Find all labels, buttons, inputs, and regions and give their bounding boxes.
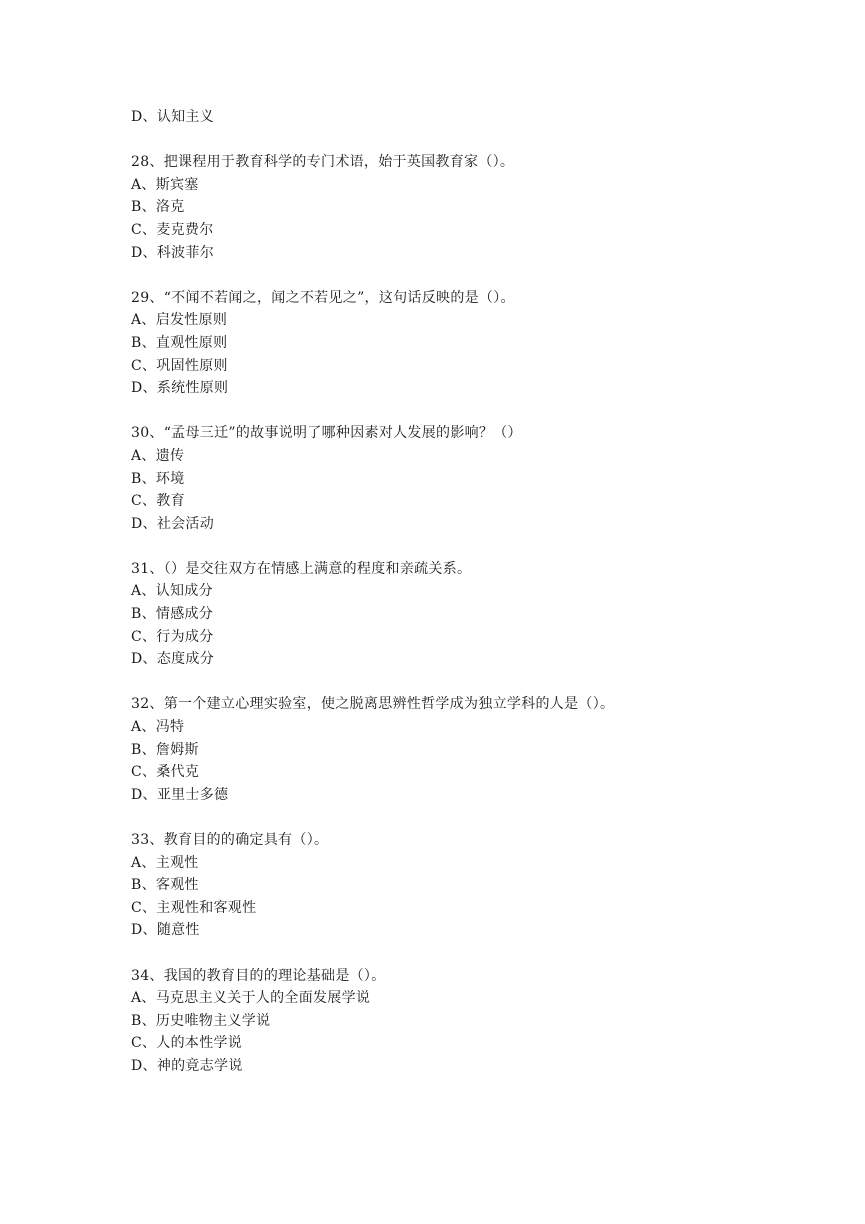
question-32 xyxy=(131,693,831,806)
option-a: A、遗传 xyxy=(131,447,185,464)
option-c: C、主观性和客观性 xyxy=(131,899,257,916)
option-c: C、行为成分 xyxy=(131,628,214,645)
option-b: B、情感成分 xyxy=(131,606,214,623)
option-d: D、神的竟志学说 xyxy=(131,1057,243,1074)
question-stem: 30、“孟母三迁”的故事说明了哪种因素对人发展的影响？（） xyxy=(131,425,522,442)
option-b: B、客观性 xyxy=(131,877,199,894)
option-b: B、洛克 xyxy=(131,199,185,216)
option-a: A、主观性 xyxy=(131,854,199,871)
option-d: D、亚里士多德 xyxy=(131,786,229,803)
question-28 xyxy=(131,151,831,264)
option-a: A、认知成分 xyxy=(131,583,213,600)
option-d-previous-question: D、认知主义 xyxy=(131,109,215,125)
option-c: C、麦克费尔 xyxy=(131,221,214,238)
option-a: A、启发性原则 xyxy=(131,312,228,329)
option-a: A、马克思主义关于人的全面发展学说 xyxy=(131,990,371,1007)
question-33 xyxy=(131,829,831,942)
question-stem: 28、把课程用于教育科学的专门术语，始于英国教育家（）。 xyxy=(131,154,515,171)
option-c: C、教育 xyxy=(131,493,185,510)
option-b: B、直观性原则 xyxy=(131,334,228,351)
question-stem: 33、教育目的的确定具有（）。 xyxy=(131,832,329,848)
question-stem: 29、“不闻不若闻之，闻之不若见之”，这句话反映的是（）。 xyxy=(131,289,515,306)
question-29 xyxy=(131,287,831,400)
option-b: B、历史唯物主义学说 xyxy=(131,1012,271,1029)
option-c: C、桑代克 xyxy=(131,764,200,781)
question-stem: 34、我国的教育目的的理论基础是（）。 xyxy=(131,967,386,984)
option-d: D、社会活动 xyxy=(131,515,215,532)
option-b: B、詹姆斯 xyxy=(131,741,199,758)
question-stem: 32、第一个建立心理实验室，使之脱离思辨性哲学成为独立学科的人是（）。 xyxy=(131,696,615,713)
option-b: B、环境 xyxy=(131,470,185,487)
option-d: D、随意性 xyxy=(131,922,200,939)
question-stem: 31、（）是交往双方在情感上满意的程度和亲疏关系。 xyxy=(131,560,472,577)
option-c: C、巩固性原则 xyxy=(131,357,228,374)
question-list xyxy=(131,106,831,1078)
question-30 xyxy=(131,422,831,535)
option-d: D、态度成分 xyxy=(131,651,215,668)
option-d: D、系统性原则 xyxy=(131,380,229,397)
option-a: A、冯特 xyxy=(131,719,185,736)
option-c: C、人的本性学说 xyxy=(131,1035,243,1052)
question-31 xyxy=(131,558,831,671)
question-34 xyxy=(131,965,831,1078)
option-d: D、科波菲尔 xyxy=(131,244,215,261)
option-a: A、斯宾塞 xyxy=(131,176,199,193)
